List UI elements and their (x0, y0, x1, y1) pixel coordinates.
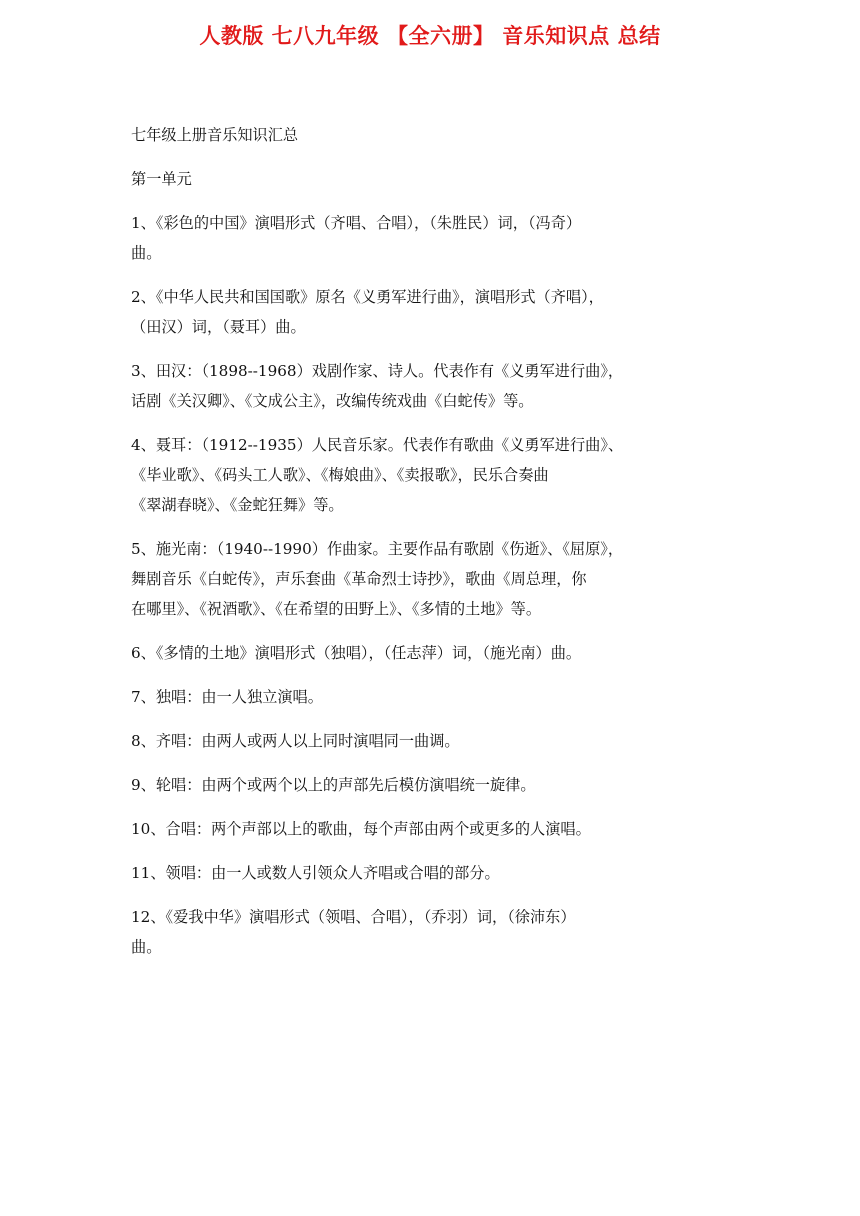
item-line: 《毕业歌》、《码头工人歌》、《梅娘曲》、《卖报歌》，民乐合奏曲 (131, 466, 549, 484)
item-line: 4、聂耳：（1912--1935）人民音乐家。代表作有歌曲《义勇军进行曲》、 (131, 436, 624, 454)
unit-title: 第一单元 (131, 170, 192, 188)
item-line: 曲。 (131, 938, 162, 956)
item-line: 6、《多情的土地》演唱形式（独唱），（任志萍）词，（施光南）曲。 (131, 644, 582, 662)
list-item (131, 770, 731, 800)
item-line: 《翠湖春晓》、《金蛇狂舞》等。 (131, 496, 344, 514)
item-line: 8、齐唱：由两人或两人以上同时演唱同一曲调。 (131, 732, 460, 750)
list-item (131, 682, 731, 712)
section-title: 七年级上册音乐知识汇总 (131, 126, 299, 144)
list-item (131, 638, 731, 668)
item-line: 话剧《关汉卿》、《文成公主》，改编传统戏曲《白蛇传》等。 (131, 392, 534, 410)
item-line: 2、《中华人民共和国国歌》原名《义勇军进行曲》，演唱形式（齐唱）， (131, 288, 604, 306)
list-item (131, 902, 731, 962)
item-line: 11、领唱：由一人或数人引领众人齐唱或合唱的部分。 (131, 864, 500, 882)
list-item (131, 208, 731, 268)
item-line: 3、田汉：（1898--1968）戏剧作家、诗人。代表作有《义勇军进行曲》， (131, 362, 624, 380)
list-item (131, 858, 731, 888)
item-line: 12、《爱我中华》演唱形式（领唱、合唱），（乔羽）词，（徐沛东） (131, 908, 576, 926)
item-line: 5、施光南：（1940--1990）作曲家。主要作品有歌剧《伤逝》、《屈原》， (131, 540, 624, 558)
list-item (131, 430, 731, 520)
list-item (131, 726, 731, 756)
item-line: 7、独唱：由一人独立演唱。 (131, 688, 323, 706)
item-line: 曲。 (131, 244, 162, 262)
item-line: 在哪里》、《祝酒歌》、《在希望的田野上》、《多情的土地》等。 (131, 600, 542, 618)
list-item (131, 814, 731, 844)
item-line: 10、合唱：两个声部以上的歌曲，每个声部由两个或更多的人演唱。 (131, 820, 591, 838)
page-title: 人教版 七八九年级 【全六册】 音乐知识点 总结 (199, 24, 661, 48)
item-line: 9、轮唱：由两个或两个以上的声部先后模仿演唱统一旋律。 (131, 776, 536, 794)
list-item (131, 356, 731, 416)
list-item (131, 534, 731, 624)
item-line: 舞剧音乐《白蛇传》，声乐套曲《革命烈士诗抄》，歌曲《周总理，你 (131, 570, 587, 588)
item-line: 1、《彩色的中国》演唱形式（齐唱、合唱），（朱胜民）词，（冯奇） (131, 214, 582, 232)
item-line: （田汉）词，（聂耳）曲。 (131, 318, 306, 336)
list-item (131, 282, 731, 342)
document-body (131, 120, 731, 976)
